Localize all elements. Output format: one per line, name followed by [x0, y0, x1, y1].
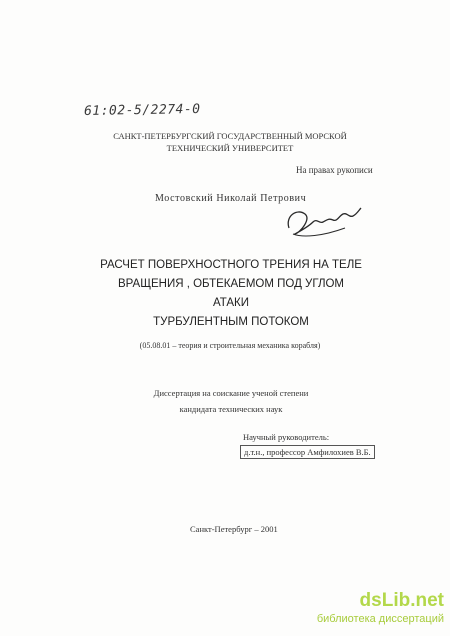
degree-line: Диссертация на соискание ученой степени	[153, 388, 309, 398]
title-line: РАСЧЕТ ПОВЕРХНОСТНОГО ТРЕНИЯ НА ТЕЛЕ	[100, 259, 362, 271]
author-name: Мостовский Николай Петрович	[155, 193, 307, 204]
supervisor-label: Научный руководитель:	[243, 432, 330, 442]
specialty-code: (05.08.01 – теория и строительная механика корабля)	[139, 341, 321, 350]
title-line: ТУРБУЛЕНТНЫМ ПОТОКОМ	[153, 316, 309, 328]
handwritten-code: 61:02-5/2274-0	[83, 101, 201, 120]
dissertation-title	[100, 256, 362, 332]
supervisor-name: д.т.н., профессор Амфилохиев В.Б.	[240, 445, 375, 459]
degree-line: кандидата технических наук	[179, 404, 283, 414]
signature-image	[283, 198, 363, 243]
city-year: Санкт-Петербург – 2001	[190, 524, 278, 534]
site-watermark	[284, 590, 444, 626]
watermark-logo: dsLib.net	[359, 590, 444, 611]
university-name: САНКТ-ПЕТЕРБУРГСКИЙ ГОСУДАРСТВЕННЫЙ МОРСКОЙ ТЕХНИЧЕСКИЙ УНИВЕРСИТЕТ	[113, 131, 347, 153]
manuscript-note: На правах рукописи	[296, 165, 373, 175]
title-line: ВРАЩЕНИЯ , ОБТЕКАЕМОМ ПОД УГЛОМ АТАКИ	[117, 278, 345, 309]
degree-statement	[100, 385, 362, 417]
watermark-subtitle: библиотека диссертаций	[316, 613, 444, 625]
